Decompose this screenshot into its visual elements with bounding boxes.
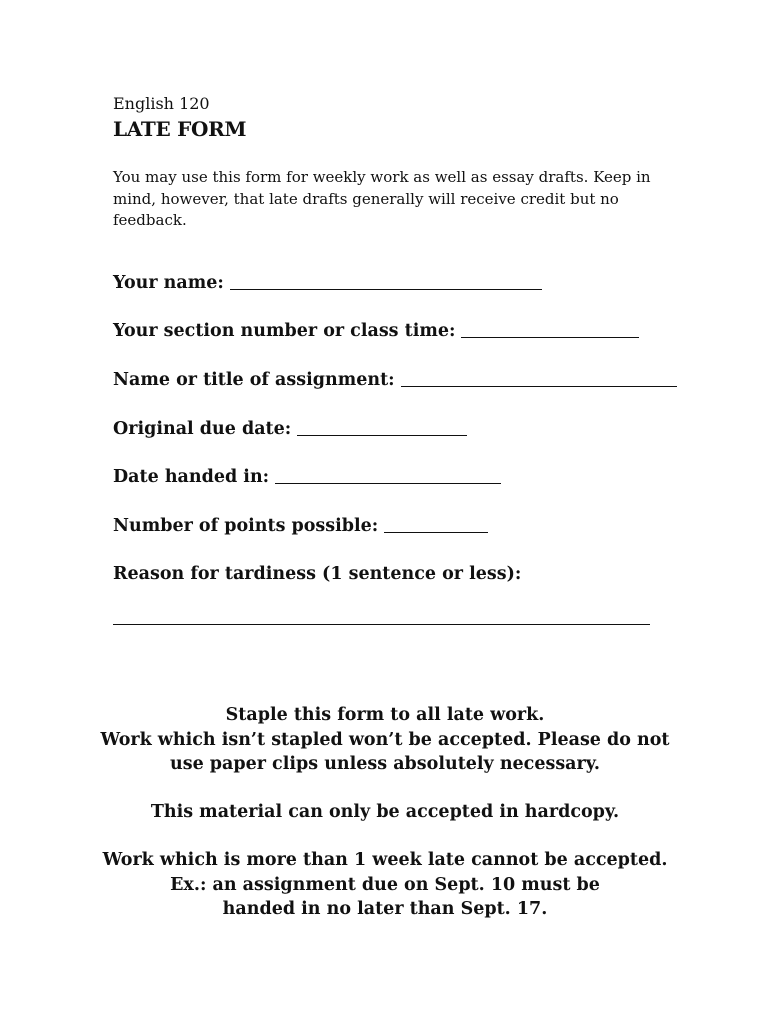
hardcopy-line: This material can only be accepted in hardcopy. (150, 802, 620, 822)
late-line-2: Ex.: an assignment due on Sept. 10 must be (170, 874, 600, 895)
field-assignment (113, 370, 677, 390)
name-blank-line[interactable] (230, 288, 542, 290)
late-line-3: handed in no later than Sept. 17. (222, 899, 548, 919)
field-label-name: Your name: (113, 273, 224, 293)
field-your-name (113, 273, 542, 293)
staple-notice (0, 703, 770, 777)
late-line-1: Work which is more than 1 week late cannot be accepted. (102, 850, 668, 870)
field-points-possible (113, 516, 488, 536)
reason-blank-line[interactable] (113, 624, 650, 625)
field-label-assignment: Name or title of assignment: (113, 370, 395, 390)
field-label-section: Your section number or class time: (113, 321, 456, 341)
staple-line-2: Work which isn’t stapled won’t be accepted. Please do not (100, 729, 670, 750)
assignment-blank-line[interactable] (401, 385, 677, 387)
field-label-due-date: Original due date: (113, 419, 292, 439)
hardcopy-notice (0, 800, 770, 825)
late-policy-notice (0, 848, 770, 922)
form-title: LATE FORM (113, 117, 247, 141)
field-label-reason: Reason for tardiness (1 sentence or less): (113, 564, 522, 584)
section-blank-line[interactable] (461, 336, 639, 338)
field-label-handed-in: Date handed in: (113, 467, 270, 487)
field-reason (113, 564, 521, 584)
staple-line-3: use paper clips unless absolutely necessary. (170, 754, 600, 774)
intro-text: You may use this form for weekly work as well as essay drafts. Keep in mind, however, that late drafts generally will receive credit but no feedback. (113, 168, 651, 229)
field-date-handed-in (113, 467, 501, 487)
staple-line-1: Staple this form to all late work. (225, 705, 545, 725)
handed-in-blank-line[interactable] (275, 482, 501, 484)
due-date-blank-line[interactable] (297, 434, 467, 436)
field-original-due-date (113, 419, 467, 439)
field-label-points: Number of points possible: (113, 516, 379, 536)
field-section (113, 321, 639, 341)
points-blank-line[interactable] (384, 531, 488, 533)
course-name: English 120 (113, 94, 210, 113)
